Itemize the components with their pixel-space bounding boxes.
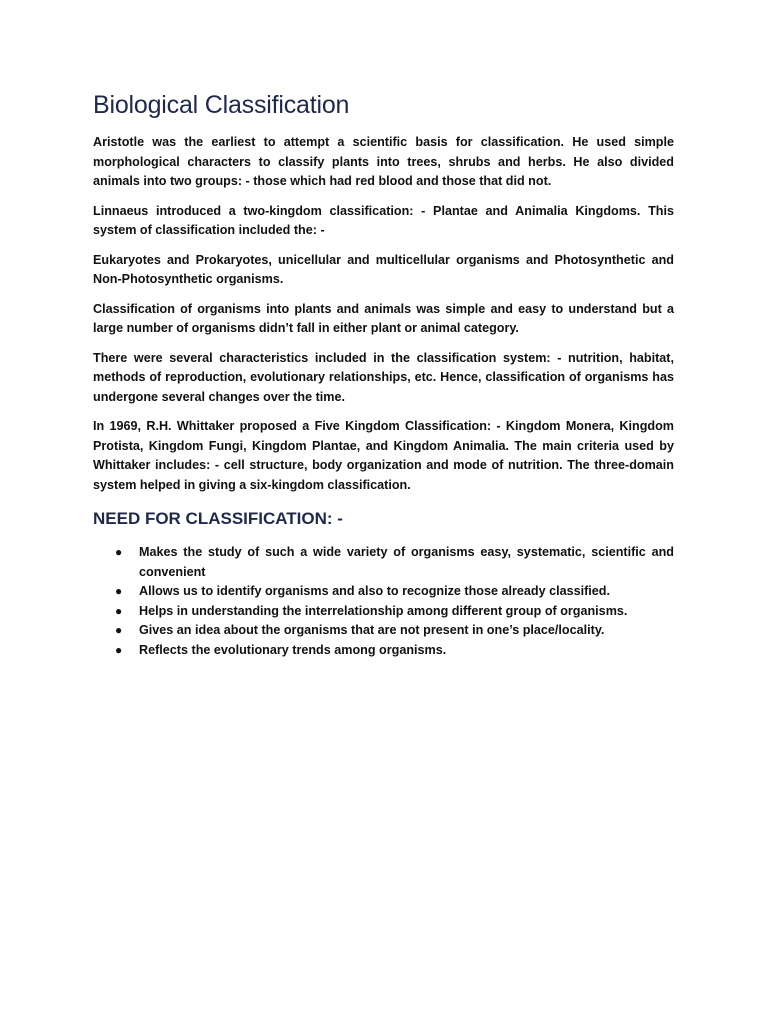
list-item-text: Makes the study of such a wide variety of organisms easy, systematic, scientific and convenient (139, 545, 674, 579)
paragraph-linnaeus: Linnaeus introduced a two-kingdom classification: - Plantae and Animalia Kingdoms. This system of classification included the: - (93, 203, 674, 237)
page-title: Biological Classification (93, 91, 350, 119)
list-item-text: Gives an idea about the organisms that are not present in one’s place/locality. (139, 623, 605, 637)
list-item-text: Helps in understanding the interrelationship among different group of organisms. (139, 603, 628, 618)
bullet-icon: ● (115, 642, 123, 657)
bullet-icon: ● (115, 603, 123, 618)
paragraph-eukaryotes: Eukaryotes and Prokaryotes, unicellular and multicellular organisms and Photosynthetic and Non-Photosynthetic organisms. (93, 252, 674, 286)
section-heading-need-for-classification: NEED FOR CLASSIFICATION: - (93, 509, 343, 528)
list-item-text: Reflects the evolutionary trends among organisms. (139, 642, 447, 657)
bullet-icon: ● (115, 623, 123, 637)
paragraph-whittaker: In 1969, R.H. Whittaker proposed a Five Kingdom Classification: - Kingdom Monera, Kingdom Protista, Kingdom Fungi, Kingdom Plantae, and Kingdom Animalia. The main criteria used by Whittaker includes: - cell structure, body organization and mode of nutrition. The three-domain system helped in giving a six-kingdom classification. (93, 419, 674, 492)
list-item (93, 641, 674, 661)
paragraph-plants-animals: Classification of organisms into plants and animals was simple and easy to understand but a large number of organisms didn’t fall in either plant or animal category. (93, 301, 674, 335)
list-item (93, 621, 674, 641)
document-page (93, 88, 674, 660)
bullet-icon: ● (115, 545, 123, 559)
list-item-text: Allows us to identify organisms and also to recognize those already classified. (139, 584, 610, 598)
paragraph-aristotle: Aristotle was the earliest to attempt a scientific basis for classification. He used simple morphological characters to classify plants into trees, shrubs and herbs. He also divided animals into two groups: - those which had red blood and those that did not. (93, 135, 674, 188)
list-item (93, 543, 674, 582)
paragraph-characteristics: There were several characteristics included in the classification system: - nutrition, habitat, methods of reproduction, evolutionary relationships, etc. Hence, classification of organisms has undergone several changes over the time. (93, 350, 674, 404)
list-item (93, 602, 674, 622)
bullet-list (93, 543, 674, 660)
bullet-icon: ● (115, 584, 123, 598)
list-item (93, 582, 674, 602)
